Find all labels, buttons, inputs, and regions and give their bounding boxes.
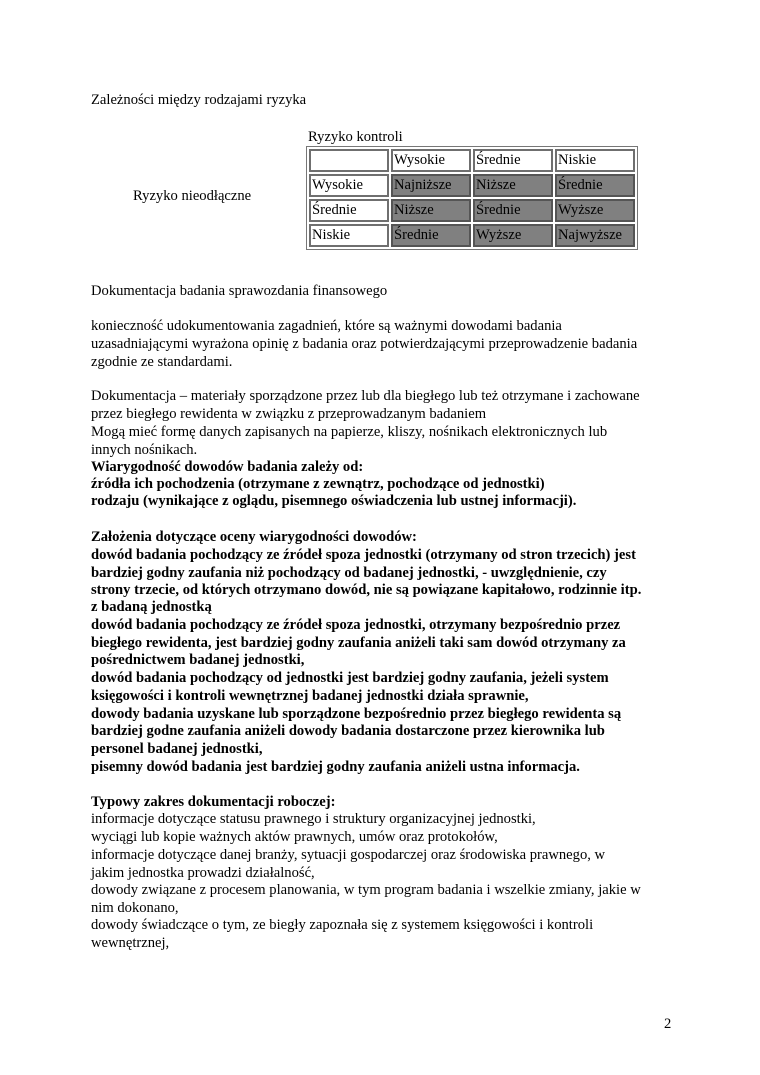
bold-text-line: z badaną jednostką	[91, 599, 212, 615]
row-header: Średnie	[309, 199, 389, 222]
table-row	[309, 224, 635, 247]
bold-text-line: Typowy zakres dokumentacji roboczej:	[91, 794, 336, 810]
text-line: jakim jednostka prowadzi działalność,	[91, 865, 315, 881]
text-line: dowody świadczące o tym, ze biegły zapoznała się z systemem księgowości i kontroli	[91, 917, 594, 933]
text-line: informacje dotyczące danej branży, sytuacji gospodarczej oraz środowiska prawnego, w	[91, 847, 606, 863]
table-header-row	[309, 149, 635, 172]
table-cell: Niższe	[391, 199, 471, 222]
text-line: uzasadniającymi wyrażona opinię z badania oraz potwierdzającymi przeprowadzenie badania	[91, 336, 638, 352]
bold-text-line: dowód badania pochodzący ze źródeł spoza jednostki, otrzymany bezpośrednio przez	[91, 617, 621, 633]
bold-text-line: Założenia dotyczące oceny wiarygodności dowodów:	[91, 529, 417, 545]
bold-text-line: dowody badania uzyskane lub sporządzone bezpośrednio przez biegłego rewidenta są	[91, 706, 622, 722]
bold-text-line: biegłego rewidenta, jest bardziej godny zaufania aniżeli taki sam dowód otrzymany za	[91, 635, 626, 651]
page-number: 2	[664, 1016, 672, 1032]
bold-text-line: bardziej godne zaufania aniżeli dowody badania dostarczone przez kierownika lub	[91, 723, 605, 739]
risk-matrix-table	[306, 146, 638, 250]
bold-text-line: bardziej godny zaufania niż pochodzący od badanej jednostki, - uwzględnienie, czy	[91, 565, 607, 581]
text-line: przez biegłego rewidenta w związku z przeprowadzanym badaniem	[91, 406, 487, 422]
bold-text-line: rodzaju (wynikające z oglądu, pisemnego oświadczenia lub ustnej informacji).	[91, 493, 577, 509]
table-cell: Niższe	[473, 174, 553, 197]
table-cell: Średnie	[473, 199, 553, 222]
text-line: Mogą mieć formę danych zapisanych na papierze, kliszy, nośnikach elektronicznych lub	[91, 424, 608, 440]
text-line: informacje dotyczące statusu prawnego i struktury organizacyjnej jednostki,	[91, 811, 536, 827]
table-cell: Wyższe	[473, 224, 553, 247]
text-line: nim dokonano,	[91, 900, 179, 916]
bold-text-line: księgowości i kontroli wewnętrznej badanej jednostki działa sprawnie,	[91, 688, 529, 704]
table-corner-cell	[309, 149, 389, 172]
text-line: wewnętrznej,	[91, 935, 170, 951]
column-header: Niskie	[555, 149, 635, 172]
row-header: Wysokie	[309, 174, 389, 197]
bold-text-line: Wiarygodność dowodów badania zależy od:	[91, 459, 364, 475]
bold-text-line: dowód badania pochodzący ze źródeł spoza jednostki (otrzymany od stron trzecich) jest	[91, 547, 636, 563]
column-header: Wysokie	[391, 149, 471, 172]
table-row	[309, 199, 635, 222]
text-line: konieczność udokumentowania zagadnień, które są ważnymi dowodami badania	[91, 318, 562, 334]
table-cell: Wyższe	[555, 199, 635, 222]
text-line: Dokumentacja – materiały sporządzone przez lub dla biegłego lub też otrzymane i zachowane	[91, 388, 640, 404]
row-header: Niskie	[309, 224, 389, 247]
text-line: dowody związane z procesem planowania, w tym program badania i wszelkie zmiany, jakie w	[91, 882, 641, 898]
section-heading: Zależności między rodzajami ryzyka	[91, 92, 307, 108]
bold-text-line: strony trzecie, od których otrzymano dowód, nie są powiązane kapitałowo, rodzinnie itp.	[91, 582, 642, 598]
bold-text-line: pisemny dowód badania jest bardziej godny zaufania aniżeli ustna informacja.	[91, 759, 580, 775]
inherent-risk-label: Ryzyko nieodłączne	[133, 188, 252, 204]
table-row	[309, 174, 635, 197]
table-cell: Najniższe	[391, 174, 471, 197]
doc-subheading: Dokumentacja badania sprawozdania finansowego	[91, 283, 388, 299]
text-line: zgodnie ze standardami.	[91, 354, 233, 370]
bold-text-line: personel badanej jednostki,	[91, 741, 263, 757]
bold-text-line: pośrednictwem badanej jednostki,	[91, 652, 305, 668]
bold-text-line: źródła ich pochodzenia (otrzymane z zewnątrz, pochodzące od jednostki)	[91, 476, 545, 492]
table-cell: Średnie	[555, 174, 635, 197]
table-cell: Najwyższe	[555, 224, 635, 247]
text-line: innych nośnikach.	[91, 442, 198, 458]
column-header: Średnie	[473, 149, 553, 172]
bold-text-line: dowód badania pochodzący od jednostki jest bardziej godny zaufania, jeżeli system	[91, 670, 609, 686]
control-risk-label: Ryzyko kontroli	[308, 129, 403, 145]
text-line: wyciągi lub kopie ważnych aktów prawnych, umów oraz protokołów,	[91, 829, 498, 845]
table-cell: Średnie	[391, 224, 471, 247]
